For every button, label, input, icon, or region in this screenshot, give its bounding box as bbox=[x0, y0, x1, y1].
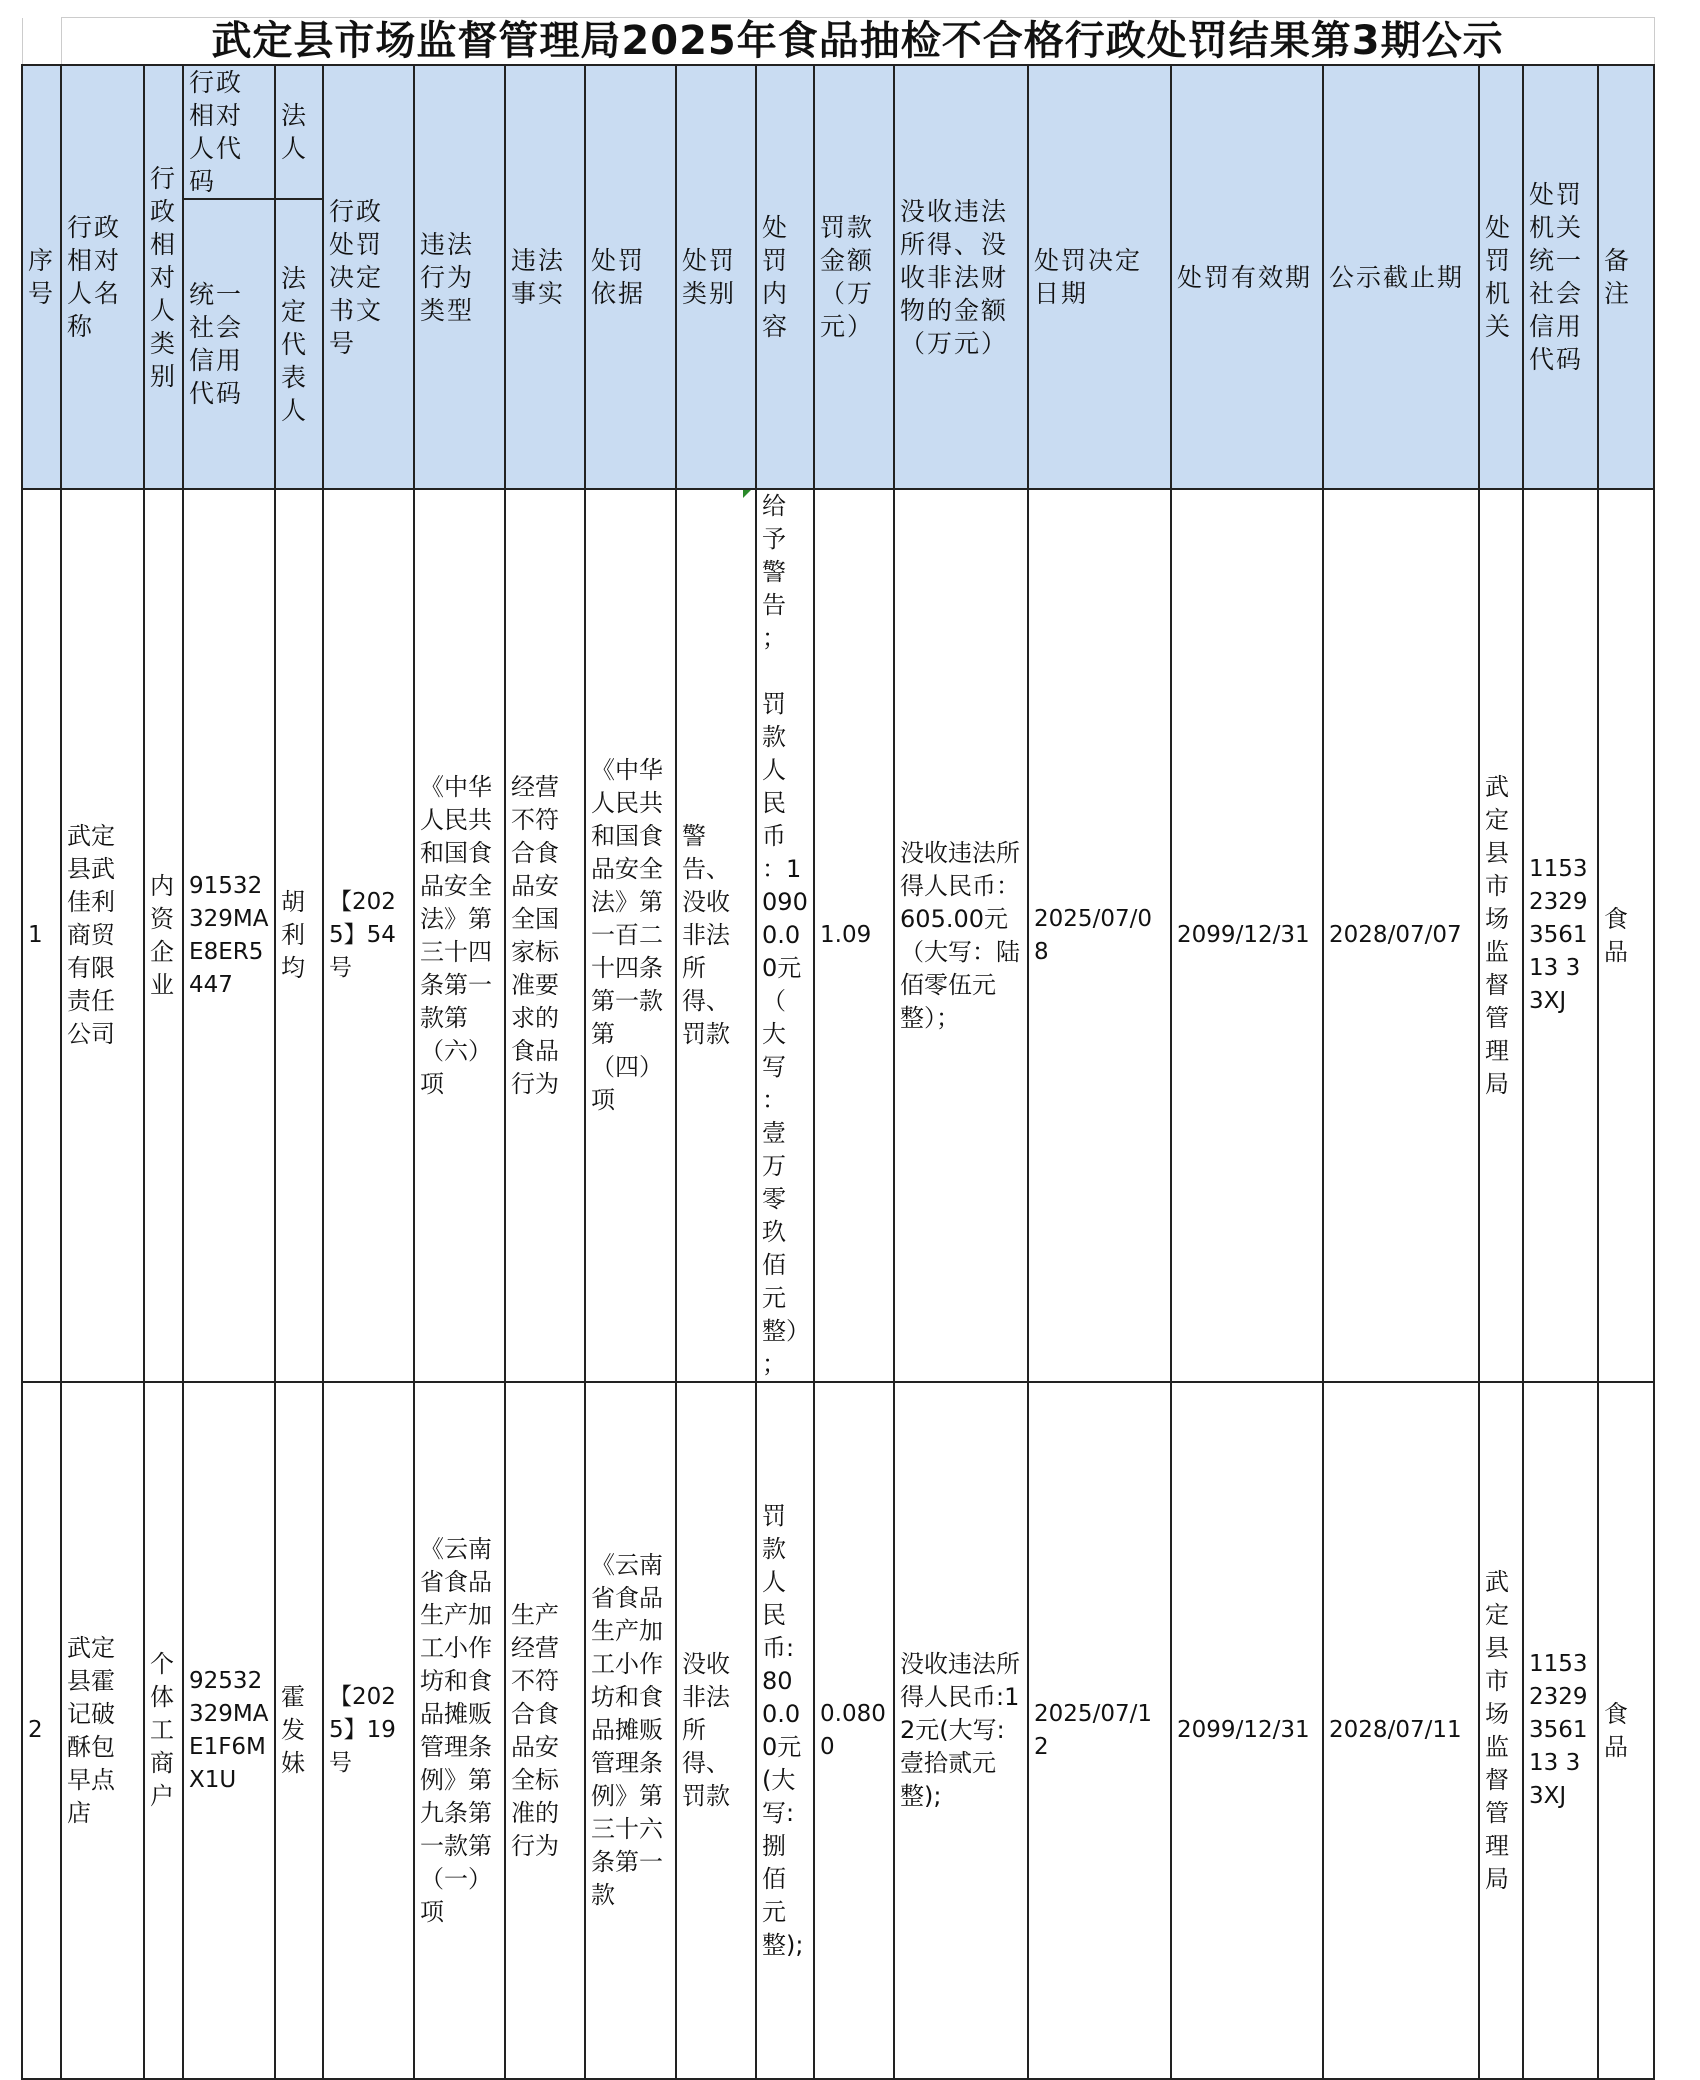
cell-violation-fact[interactable]: 生产经营不符合食品安全标准的行为 bbox=[505, 1382, 585, 2079]
table-row bbox=[22, 489, 1654, 1382]
cell-notice-deadline[interactable]: 2028/07/11 bbox=[1323, 1382, 1479, 2079]
penalty-table bbox=[21, 17, 1655, 2080]
cell-seq[interactable]: 1 bbox=[22, 489, 61, 1382]
cell-doc-no[interactable]: 【2025】54号 bbox=[323, 489, 414, 1382]
header-validity: 处罚有效期 bbox=[1171, 65, 1323, 489]
header-legal-rep: 法定代表人 bbox=[275, 199, 323, 489]
page-title: 武定县市场监督管理局2025年食品抽检不合格行政处罚结果第3期公示 bbox=[61, 18, 1654, 66]
cell-category[interactable]: 内资企业 bbox=[144, 489, 183, 1382]
header-violation-fact: 违法事实 bbox=[505, 65, 585, 489]
cell-seq[interactable]: 2 bbox=[22, 1382, 61, 2079]
header-confiscation: 没收违法所得、没收非法财物的金额（万元） bbox=[894, 65, 1028, 489]
cell-authority-code[interactable]: 11532329356113 33XJ bbox=[1523, 489, 1598, 1382]
header-notice-deadline: 公示截止期 bbox=[1323, 65, 1479, 489]
header-credit-code: 统一社会信用代码 bbox=[183, 199, 275, 489]
cell-decision-date[interactable]: 2025/07/12 bbox=[1028, 1382, 1171, 2079]
cell-authority[interactable]: 武定县市场监督管理局 bbox=[1479, 1382, 1523, 2079]
cell-legal-rep[interactable]: 胡利均 bbox=[275, 489, 323, 1382]
cell-authority[interactable]: 武定县市场监督管理局 bbox=[1479, 489, 1523, 1382]
header-basis: 处罚依据 bbox=[585, 65, 676, 489]
header-remarks: 备注 bbox=[1598, 65, 1654, 489]
header-penalty-type: 处罚类别 bbox=[676, 65, 756, 489]
cell-name[interactable]: 武定县霍记破酥包早点店 bbox=[61, 1382, 144, 2079]
cell-confiscation[interactable]: 没收违法所得人民币：605.00元（大写：陆佰零伍元整）； bbox=[894, 489, 1028, 1382]
title-row bbox=[22, 18, 1654, 66]
cell-category[interactable]: 个体工商户 bbox=[144, 1382, 183, 2079]
header-fine: 罚款金额（万元） bbox=[814, 65, 894, 489]
cell-penalty-type[interactable]: 没收非法所得、罚款 bbox=[676, 1382, 756, 2079]
cell-credit-code[interactable]: 91532329MAE8ER5447 bbox=[183, 489, 275, 1382]
header-decision-date: 处罚决定日期 bbox=[1028, 65, 1171, 489]
cell-decision-date[interactable]: 2025/07/08 bbox=[1028, 489, 1171, 1382]
cell-confiscation[interactable]: 没收违法所得人民币:12元(大写:壹拾贰元整); bbox=[894, 1382, 1028, 2079]
cell-notice-deadline[interactable]: 2028/07/07 bbox=[1323, 489, 1479, 1382]
cell-doc-no[interactable]: 【2025】19号 bbox=[323, 1382, 414, 2079]
header-authority-code: 处罚机关统一社会信用代码 bbox=[1523, 65, 1598, 489]
cell-penalty-content[interactable]: 罚款人民币:800.00元(大写:捌佰元整); bbox=[756, 1382, 814, 2079]
blank-corner-cell[interactable] bbox=[22, 18, 61, 66]
header-category: 行政相对人类别 bbox=[144, 65, 183, 489]
cell-remarks[interactable]: 食品 bbox=[1598, 1382, 1654, 2079]
table-row bbox=[22, 1382, 1654, 2079]
cell-authority-code[interactable]: 11532329356113 33XJ bbox=[1523, 1382, 1598, 2079]
cell-remarks[interactable]: 食品 bbox=[1598, 489, 1654, 1382]
cell-basis[interactable]: 《中华人民共和国食品安全法》第一百二十四条第一款第（四）项 bbox=[585, 489, 676, 1382]
cell-name[interactable]: 武定县武佳利商贸有限责任公司 bbox=[61, 489, 144, 1382]
header-doc-no: 行政处罚决定书文号 bbox=[323, 65, 414, 489]
header-legal-group: 法人 bbox=[275, 65, 323, 199]
cell-validity[interactable]: 2099/12/31 bbox=[1171, 1382, 1323, 2079]
cell-violation-type[interactable]: 《云南省食品生产加工小作坊和食品摊贩管理条例》第九条第一款第（一）项 bbox=[414, 1382, 505, 2079]
cell-penalty-content[interactable]: 给予警告； 罚款人民币：10900.00元（大写：壹万零玖佰元整）； bbox=[756, 489, 814, 1382]
cell-violation-fact[interactable]: 经营不符合食品安全国家标准要求的食品行为 bbox=[505, 489, 585, 1382]
cell-fine[interactable]: 1.09 bbox=[814, 489, 894, 1382]
header-code-group: 行政相对人代码 bbox=[183, 65, 275, 199]
cell-legal-rep[interactable]: 霍发妹 bbox=[275, 1382, 323, 2079]
header-authority: 处罚机关 bbox=[1479, 65, 1523, 489]
cell-penalty-type[interactable]: 警告、没收非法所得、罚款 bbox=[676, 489, 756, 1382]
header-name: 行政相对人名称 bbox=[61, 65, 144, 489]
comment-marker-icon[interactable] bbox=[743, 490, 751, 498]
cell-validity[interactable]: 2099/12/31 bbox=[1171, 489, 1323, 1382]
header-seq: 序号 bbox=[22, 65, 61, 489]
cell-fine[interactable]: 0.0800 bbox=[814, 1382, 894, 2079]
header-penalty-content: 处罚内容 bbox=[756, 65, 814, 489]
header-violation-type: 违法行为类型 bbox=[414, 65, 505, 489]
header-row bbox=[22, 65, 1654, 199]
cell-violation-type[interactable]: 《中华人民共和国食品安全法》第三十四条第一款第（六）项 bbox=[414, 489, 505, 1382]
cell-basis[interactable]: 《云南省食品生产加工小作坊和食品摊贩管理条例》第三十六条第一款 bbox=[585, 1382, 676, 2079]
cell-credit-code[interactable]: 92532329MAE1F6MX1U bbox=[183, 1382, 275, 2079]
